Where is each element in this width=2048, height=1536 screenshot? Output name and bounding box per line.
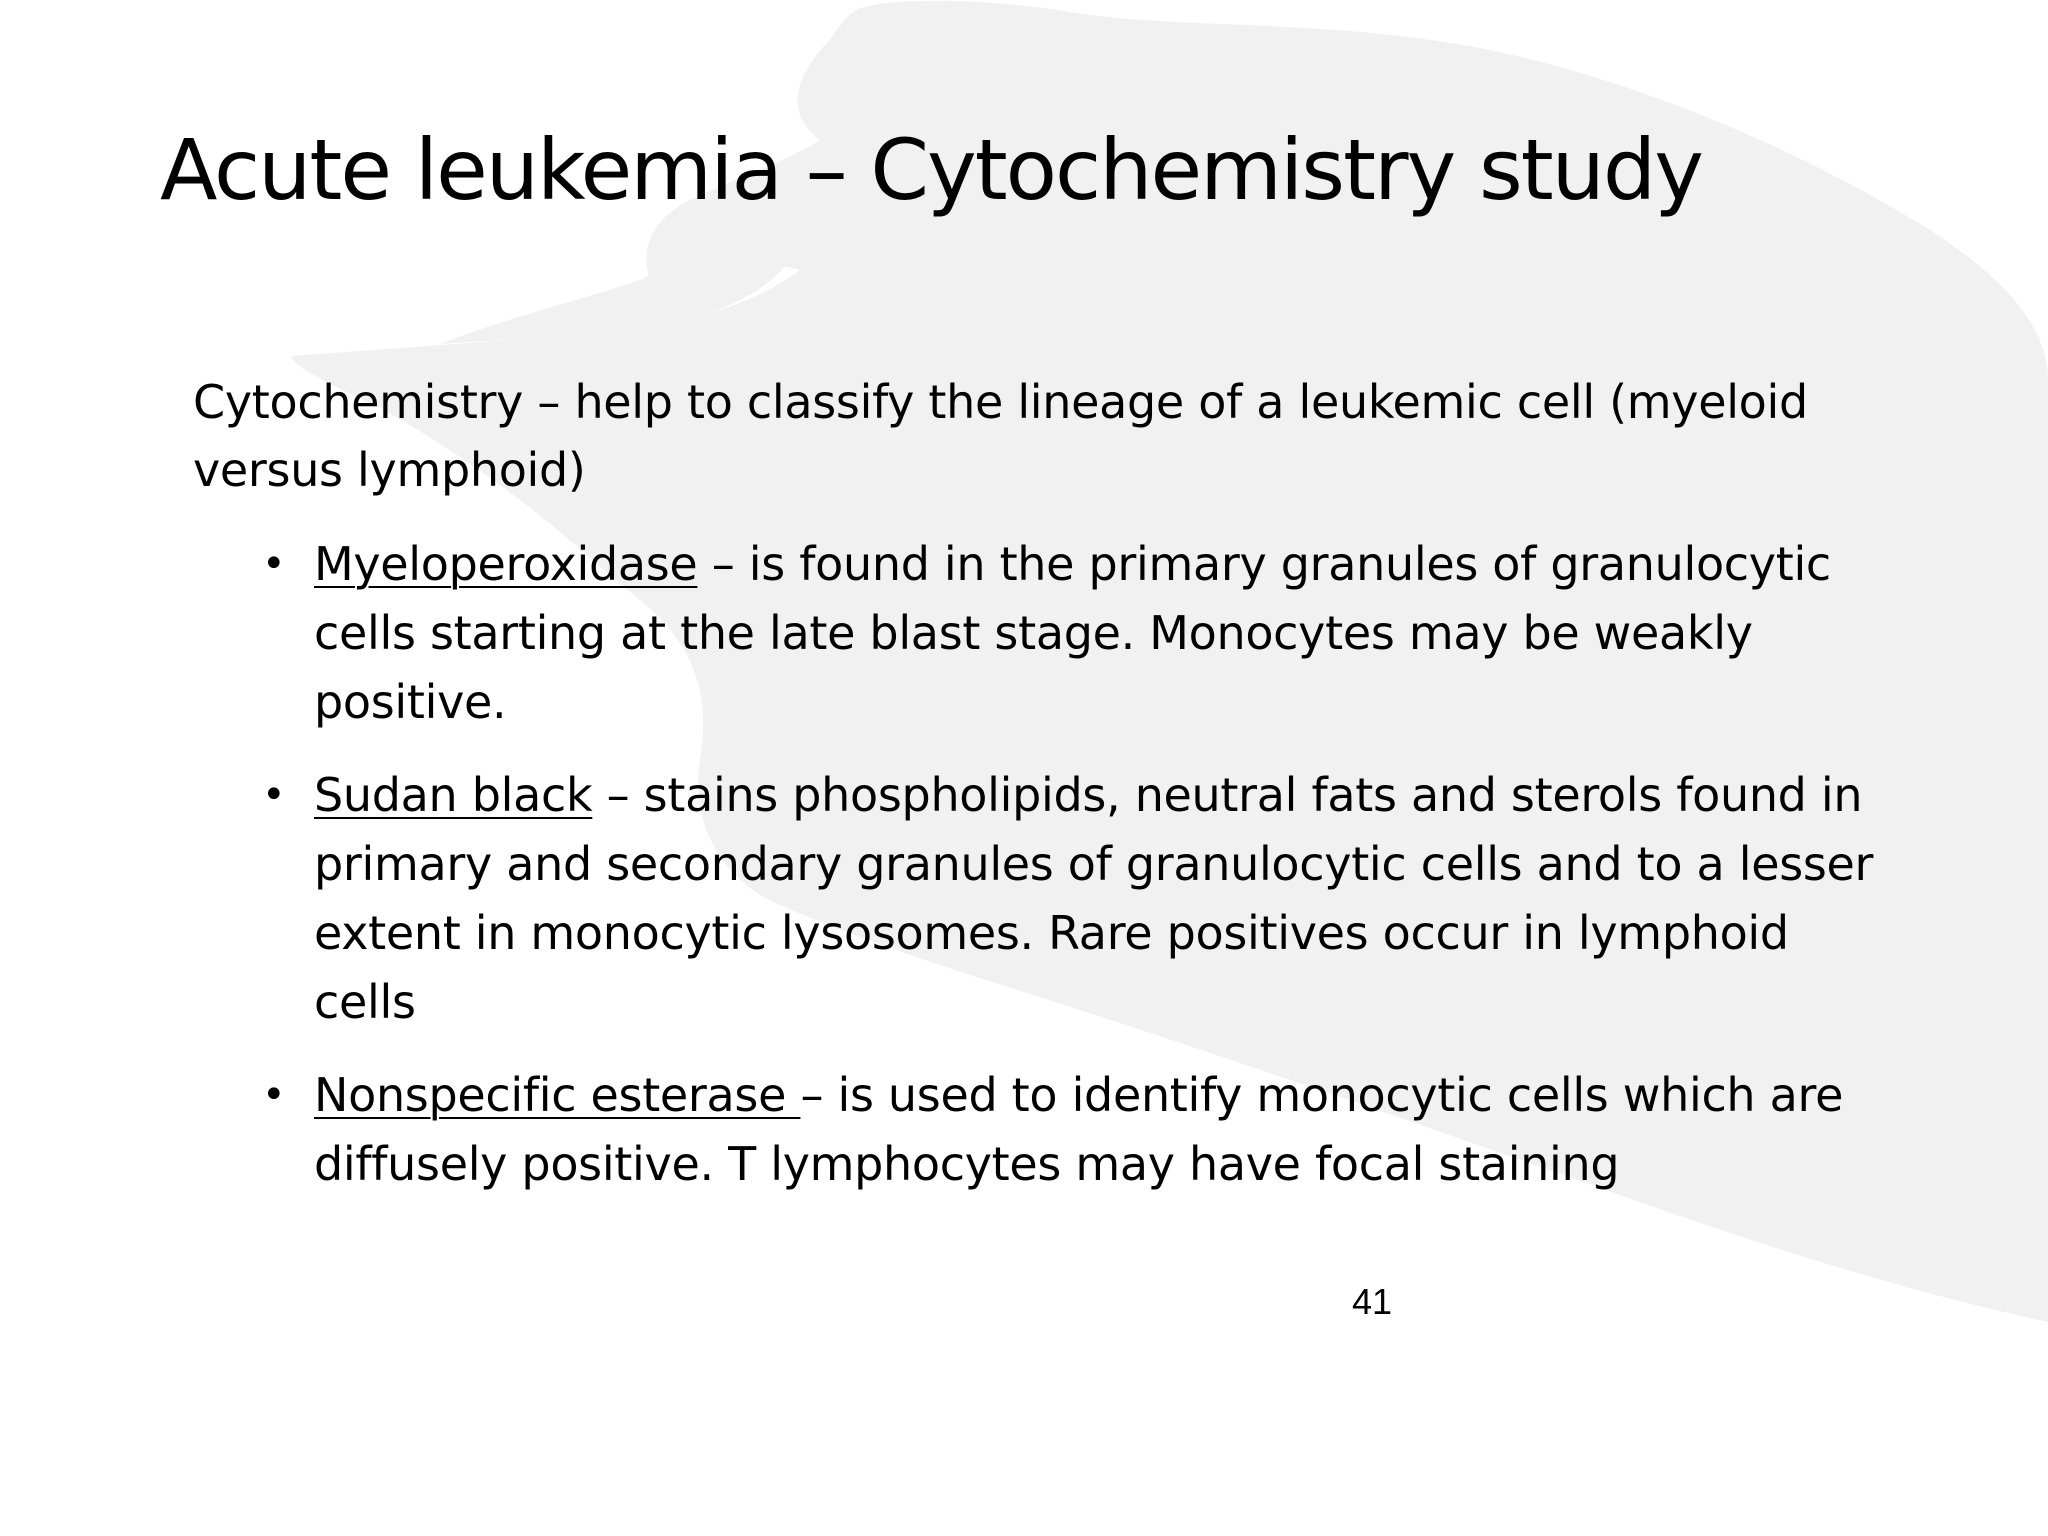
bullet-text: – is found in the primary granules of granulocytic cells starting at the late blast stage. Monocytes may be weakly positive.	[314, 537, 1831, 729]
bullet-item-myeloperoxidase	[262, 530, 1902, 737]
bullet-list	[262, 530, 1902, 1223]
bullet-item-sudan-black	[262, 761, 1902, 1037]
bullet-term: Sudan black	[314, 768, 593, 822]
bullet-marker: •	[262, 772, 286, 818]
bullet-marker: •	[262, 1072, 286, 1118]
intro-paragraph: Cytochemistry – help to classify the lineage of a leukemic cell (myeloid versus lymphoid)	[193, 375, 1808, 497]
slide-title: Acute leukemia – Cytochemistry study	[160, 121, 1702, 219]
bullet-text: – is used to identify monocytic cells which are diffusely positive. T lymphocytes may have focal staining	[314, 1068, 1844, 1191]
bullet-marker: •	[262, 541, 286, 587]
page-number: 41	[1352, 1281, 1393, 1322]
bullet-term: Nonspecific esterase	[314, 1068, 801, 1122]
bullet-text: – stains phospholipids, neutral fats and sterols found in primary and secondary granules of granulocytic cells and to a lesser extent in monocytic lysosomes. Rare positives occur in lymphoid cells	[314, 768, 1874, 1029]
bullet-item-nonspecific-esterase	[262, 1061, 1902, 1199]
bullet-term: Myeloperoxidase	[314, 537, 698, 591]
